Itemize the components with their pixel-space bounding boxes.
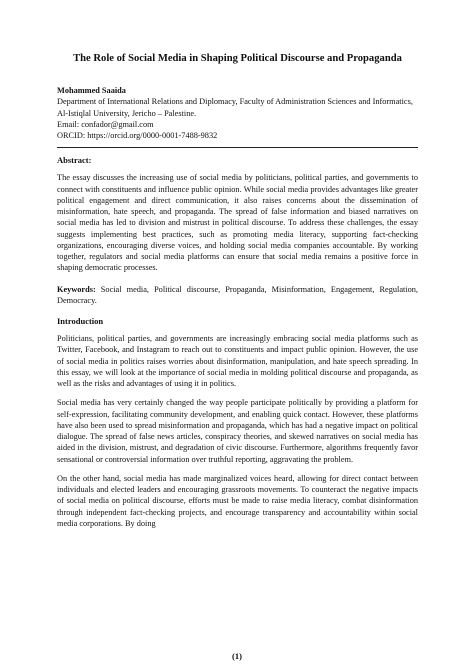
introduction-paragraph-2: Social media has very certainly changed the way people participate politically by providing a platform for self-expression, facilitating community development, and enabling quick contact. However, these platforms have also been used to spread misinformation and propaganda, which has had a negative impact on political dialogue. The spread of false news articles, conspiracy theories, and skewed narratives on social media has aided in the division, mistrust, and degradation of civic discourse. Furthermore, algorithms frequently favor sensational or controversial information over truthful reporting, aggravating the problem.: [57, 398, 418, 464]
keywords: [57, 284, 418, 307]
keywords-text: Social media, Political discourse, Propaganda, Misinformation, Engagement, Regulation, Democracy.: [57, 284, 418, 305]
keywords-label: Keywords:: [57, 284, 96, 294]
abstract-heading: Abstract:: [57, 155, 92, 166]
page-number: (1): [232, 651, 242, 661]
paper-title: The Role of Social Media in Shaping Political Discourse and Propaganda: [73, 53, 402, 64]
section-divider: [57, 147, 418, 148]
abstract-text: The essay discusses the increasing use of social media by politicians, political parties, and governments to connect with constituents and influence public opinion. While social media provides advantages like greater political engagement and direct communication, it also raises concerns about the dissemination of misinformation, hate speech, and propaganda. The spread of false information and biased narratives on social media has led to division and mistrust in political discourse. To address these challenges, the essay suggests implementing best practices, such as promoting media literacy, supporting fact-checking organizations, encouraging diverse voices, and holding social media companies accountable. By working together, regulators and social media platforms can ensure that social media remains a positive force in shaping democratic processes.: [57, 173, 418, 273]
introduction-paragraph-1: Politicians, political parties, and governments are increasingly embracing social media platforms such as Twitter, Facebook, and Instagram to reach out to constituents and impact public opinion. However, the use of social media in politics raises worries about disinformation, manipulation, and hate speech spreading. In this essay, we will look at the importance of social media in molding political discourse and propaganda, as well as the risks and advantages of using it in politics.: [57, 334, 418, 389]
paper-page: [57, 52, 418, 537]
introduction-paragraph-3: On the other hand, social media has made marginalized voices heard, allowing for direct contact between individuals and elected leaders and encouraging grassroots movements. To counteract the negative impacts of social media on political discourse, efforts must be made to raise media literacy, combat disinformation through independent fact-checking projects, and encourage transparency and accountability within social media corporations. By doing: [57, 473, 418, 528]
author-email: Email: confador@gmail.com: [57, 119, 154, 129]
author-block: [57, 85, 418, 141]
author-orcid: ORCID: https://orcid.org/0000-0001-7488-9832: [57, 131, 218, 141]
author-name: Mohammed Saaida: [57, 86, 126, 95]
author-affiliation: Department of International Relations and Diplomacy, Faculty of Administration Sciences and Informatics, Al-Istiqlal University, Jericho – Palestine.: [57, 97, 413, 118]
introduction-heading: Introduction: [57, 316, 104, 327]
